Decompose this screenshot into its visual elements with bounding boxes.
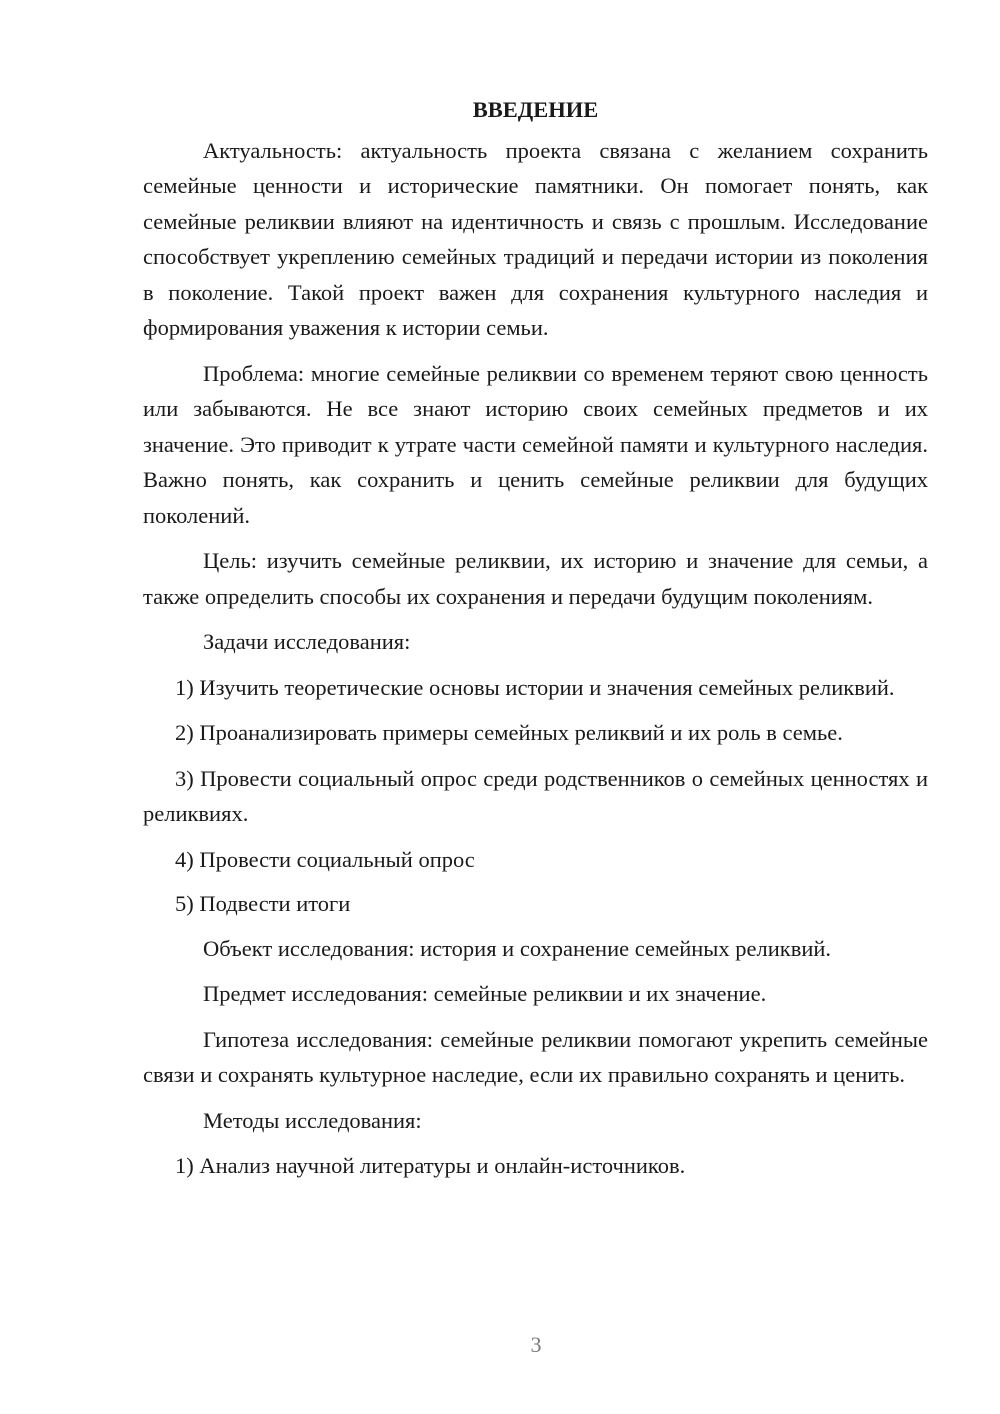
method-item-1: 1) Анализ научной литературы и онлайн-источников. — [175, 1153, 686, 1178]
task-item-4: 4) Провести социальный опрос — [175, 846, 475, 872]
problem-paragraph: Проблема: многие семейные реликвии со временем теряют свою ценность или забываются. Не все знают историю своих семейных предметов и их значение. Это приводит к утрате части семейной памяти и культурного наследия. Важно понять, как сохранить и ценить семейные реликвии для будущих поколений. — [143, 360, 928, 528]
tasks-heading: Задачи исследования: — [203, 629, 411, 654]
methods-heading: Методы исследования: — [203, 1107, 422, 1133]
object-paragraph: Объект исследования: история и сохранение семейных реликвий. — [203, 935, 832, 961]
task-item-1: 1) Изучить теоретические основы истории и значения семейных реликвий. — [175, 674, 895, 700]
section-title: ВВЕДЕНИЕ — [472, 97, 599, 122]
relevance-paragraph: Актуальность: актуальность проекта связана с желанием сохранить семейные ценности и исторические памятники. Он помогает понять, как семейные реликвии влияют на идентичность и связь с прошлым. Исследование способствует укреплению семейных традиций и передачи истории из поколения в поколение. Такой проект важен для сохранения культурного наследия и формирования уважения к истории семьи. — [143, 137, 928, 340]
task-item-5: 5) Подвести итоги — [175, 891, 351, 916]
hypothesis-paragraph: Гипотеза исследования: семейные реликвии помогают укрепить семейные связи и сохранять культурное наследие, если их правильно сохранять и ценить. — [143, 1026, 928, 1087]
subject-paragraph: Предмет исследования: семейные реликвии и их значение. — [203, 981, 767, 1006]
document-page — [143, 92, 928, 1184]
task-item-3: 3) Провести социальный опрос среди родственников о семейных ценностях и реликвиях. — [143, 765, 928, 826]
task-item-2: 2) Проанализировать примеры семейных реликвий и их роль в семье. — [175, 720, 843, 745]
page-number: 3 — [530, 1332, 542, 1357]
goal-paragraph: Цель: изучить семейные реликвии, их историю и значение для семьи, а также определить способы их сохранения и передачи будущим поколениям. — [143, 548, 928, 609]
